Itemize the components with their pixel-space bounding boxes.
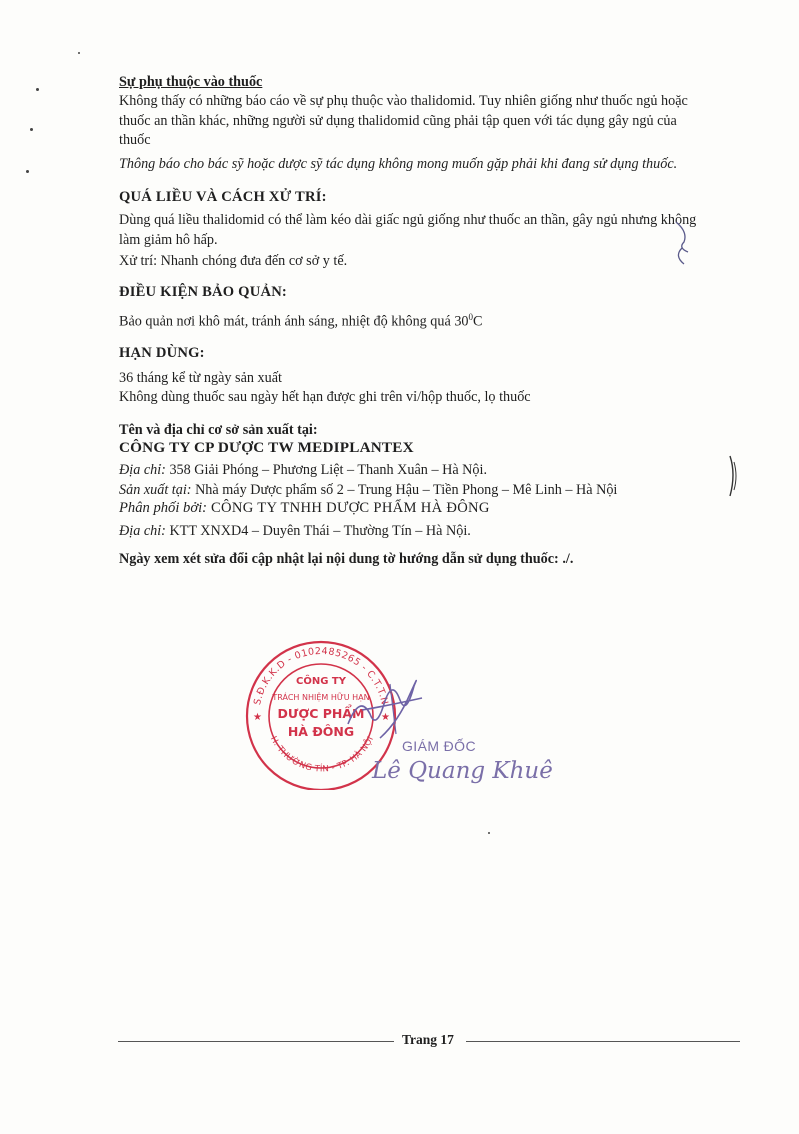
dependency-line-1: Không thấy có những báo cáo về sự phụ thuộc vào thalidomid. Tuy nhiên giống như thuốc ngủ hoặc xyxy=(119,93,688,109)
expiry-line-1: 36 tháng kể từ ngày sản xuất xyxy=(119,370,282,386)
distributor xyxy=(119,500,490,517)
distributor-address xyxy=(119,522,471,541)
overdose-line-2: làm giảm hô hấp. xyxy=(119,232,218,248)
factory-address xyxy=(119,481,617,500)
adverse-effect-notice: Thông báo cho bác sỹ hoặc dược sỹ tác dụng không mong muốn gặp phải khi đang sử dụng thuốc. xyxy=(119,156,678,172)
overdose-heading: QUÁ LIỀU VÀ CÁCH XỬ TRÍ: xyxy=(119,189,327,205)
temperature-unit: C xyxy=(473,313,483,330)
distributor-value: CÔNG TY TNHH DƯỢC PHẨM HÀ ĐÔNG xyxy=(207,500,490,516)
pen-mark xyxy=(670,218,710,268)
stamp-star-left: ★ xyxy=(253,712,262,723)
manufacturer-company: CÔNG TY CP DƯỢC TW MEDIPLANTEX xyxy=(119,439,414,456)
scan-speck xyxy=(36,88,39,91)
dependency-line-3: thuốc xyxy=(119,132,151,148)
scan-speck xyxy=(78,52,80,54)
stamp-ring-top: S.Đ.K.K.D - 0102485265 - C.T.T.N xyxy=(252,645,390,707)
director-name: Lê Quang Khuê xyxy=(372,758,553,784)
storage-condition: Bảo quản nơi khô mát, tránh ánh sáng, nhiệt độ không quá 30 xyxy=(119,313,469,330)
degree-sup: 0 xyxy=(468,312,474,322)
dependency-heading: Sự phụ thuộc vào thuốc xyxy=(119,74,263,90)
stamp-line-1: CÔNG TY xyxy=(296,676,346,687)
address-label: Địa chỉ: xyxy=(119,462,166,478)
stamp-line-3: DƯỢC PHẨM xyxy=(277,706,365,721)
overdose-line-1: Dùng quá liều thalidomid có thể làm kéo dài giấc ngủ giống như thuốc an thần, gây ngủ nhưng không xyxy=(119,212,697,228)
storage-heading: ĐIỀU KIỆN BẢO QUẢN: xyxy=(119,284,287,300)
factory-label: Sản xuất tại: xyxy=(119,482,192,498)
overdose-treatment: Xử trí: Nhanh chóng đưa đến cơ sở y tế. xyxy=(119,253,348,269)
stamp-line-4: HÀ ĐÔNG xyxy=(287,724,355,739)
expiry-line-2: Không dùng thuốc sau ngày hết hạn được ghi trên vỉ/hộp thuốc, lọ thuốc xyxy=(119,389,531,405)
revision-date-note: Ngày xem xét sửa đổi cập nhật lại nội dung tờ hướng dẫn sử dụng thuốc: ./. xyxy=(119,551,574,567)
manufacturer-address xyxy=(119,461,487,480)
director-title: GIÁM ĐỐC xyxy=(402,738,476,754)
storage-text xyxy=(119,308,483,332)
dist-address-label: Địa chỉ: xyxy=(119,523,166,539)
margin-mark xyxy=(724,454,740,498)
dependency-line-2: thuốc an thần khác, những người sử dụng thalidomid cũng phải tập quen với tác dụng gây ngủ của xyxy=(119,113,677,129)
stamp-line-2: TRÁCH NHIỆM HỮU HẠN xyxy=(272,693,370,702)
stamp-star-right: ★ xyxy=(381,712,390,723)
scan-speck xyxy=(30,128,33,131)
footer-rule-right xyxy=(466,1041,740,1042)
expiry-heading: HẠN DÙNG: xyxy=(119,345,205,361)
page-number: Trang 17 xyxy=(402,1032,454,1047)
footer-rule-left xyxy=(118,1041,394,1042)
scan-speck xyxy=(26,170,29,173)
manufacturer-heading: Tên và địa chỉ cơ sở sản xuất tại: xyxy=(119,422,318,438)
distributor-label: Phân phối bởi: xyxy=(119,500,208,516)
dist-address-value: KTT XNXD4 – Duyên Thái – Thường Tín – Hà Nội. xyxy=(165,523,471,539)
stamp-ring-bottom: H. THƯỜNG TÍN - TP. HÀ NỘI xyxy=(267,734,377,775)
address-value: 358 Giải Phóng – Phương Liệt – Thanh Xuân – Hà Nội. xyxy=(165,462,488,478)
factory-value: Nhà máy Dược phẩm số 2 – Trung Hậu – Tiền Phong – Mê Linh – Hà Nội xyxy=(191,482,618,498)
scan-speck xyxy=(488,832,490,834)
